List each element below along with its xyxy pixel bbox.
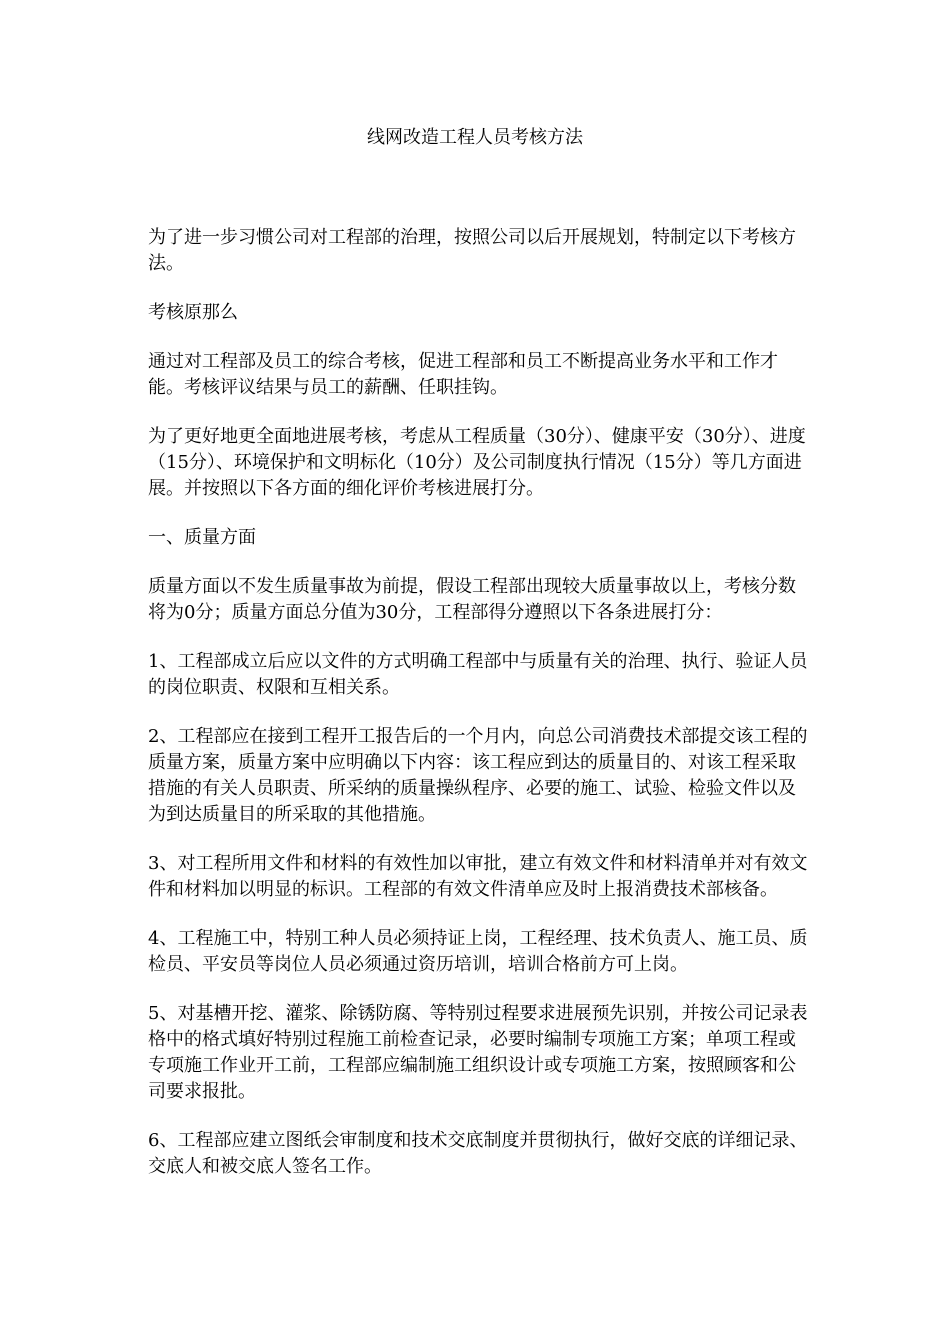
paragraph-scoring: 为了更好地更全面地进展考核，考虑从工程质量（30分）、健康平安（30分）、进度（15分）、环境保护和文明标化（10分）及公司制度执行情况（15分）等几方面进展。并按照以下各方面的细化评价考核进展打分。: [148, 426, 806, 499]
paragraph-heading-principle: 考核原那么: [148, 302, 238, 323]
document-body: [148, 225, 808, 1203]
paragraph-quality-intro: 质量方面以不发生质量事故为前提，假设工程部出现较大质量事故以上，考核分数将为0分；质量方面总分值为30分，工程部得分遵照以下各条进展打分：: [148, 576, 796, 623]
paragraph-intro: 为了进一步习惯公司对工程部的治理，按照公司以后开展规划，特制定以下考核方法。: [148, 227, 796, 274]
document-title: 线网改造工程人员考核方法: [367, 127, 583, 148]
list-item: 5、对基槽开挖、灌浆、除锈防腐、等特别过程要求进展预先识别，并按公司记录表格中的格式填好特别过程施工前检查记录，必要时编制专项施工方案；单项工程或专项施工作业开工前，工程部应编制施工组织设计或专项施工方案，按照顾客和公司要求报批。: [148, 1003, 808, 1102]
list-item: 4、工程施工中，特别工种人员必须持证上岗，工程经理、技术负责人、施工员、质检员、平安员等岗位人员必须通过资历培训，培训合格前方可上岗。: [148, 928, 808, 975]
list-item: 6、工程部应建立图纸会审制度和技术交底制度并贯彻执行，做好交底的详细记录、交底人和被交底人签名工作。: [148, 1130, 808, 1177]
list-item: 2、工程部应在接到工程开工报告后的一个月内，向总公司消费技术部提交该工程的质量方案，质量方案中应明确以下内容：该工程应到达的质量目的、对该工程采取措施的有关人员职责、所采纳的质量操纵程序、必要的施工、试验、检验文件以及为到达质量目的所采取的其他措施。: [148, 726, 808, 825]
section-heading-quality: 一、质量方面: [148, 527, 256, 548]
list-item: 1、工程部成立后应以文件的方式明确工程部中与质量有关的治理、执行、验证人员的岗位职责、权限和互相关系。: [148, 651, 808, 698]
paragraph-principle: 通过对工程部及员工的综合考核，促进工程部和员工不断提高业务水平和工作才能。考核评议结果与员工的薪酬、任职挂钩。: [148, 351, 778, 398]
list-item: 3、对工程所用文件和材料的有效性加以审批，建立有效文件和材料清单并对有效文件和材料加以明显的标识。工程部的有效文件清单应及时上报消费技术部核备。: [148, 853, 808, 900]
